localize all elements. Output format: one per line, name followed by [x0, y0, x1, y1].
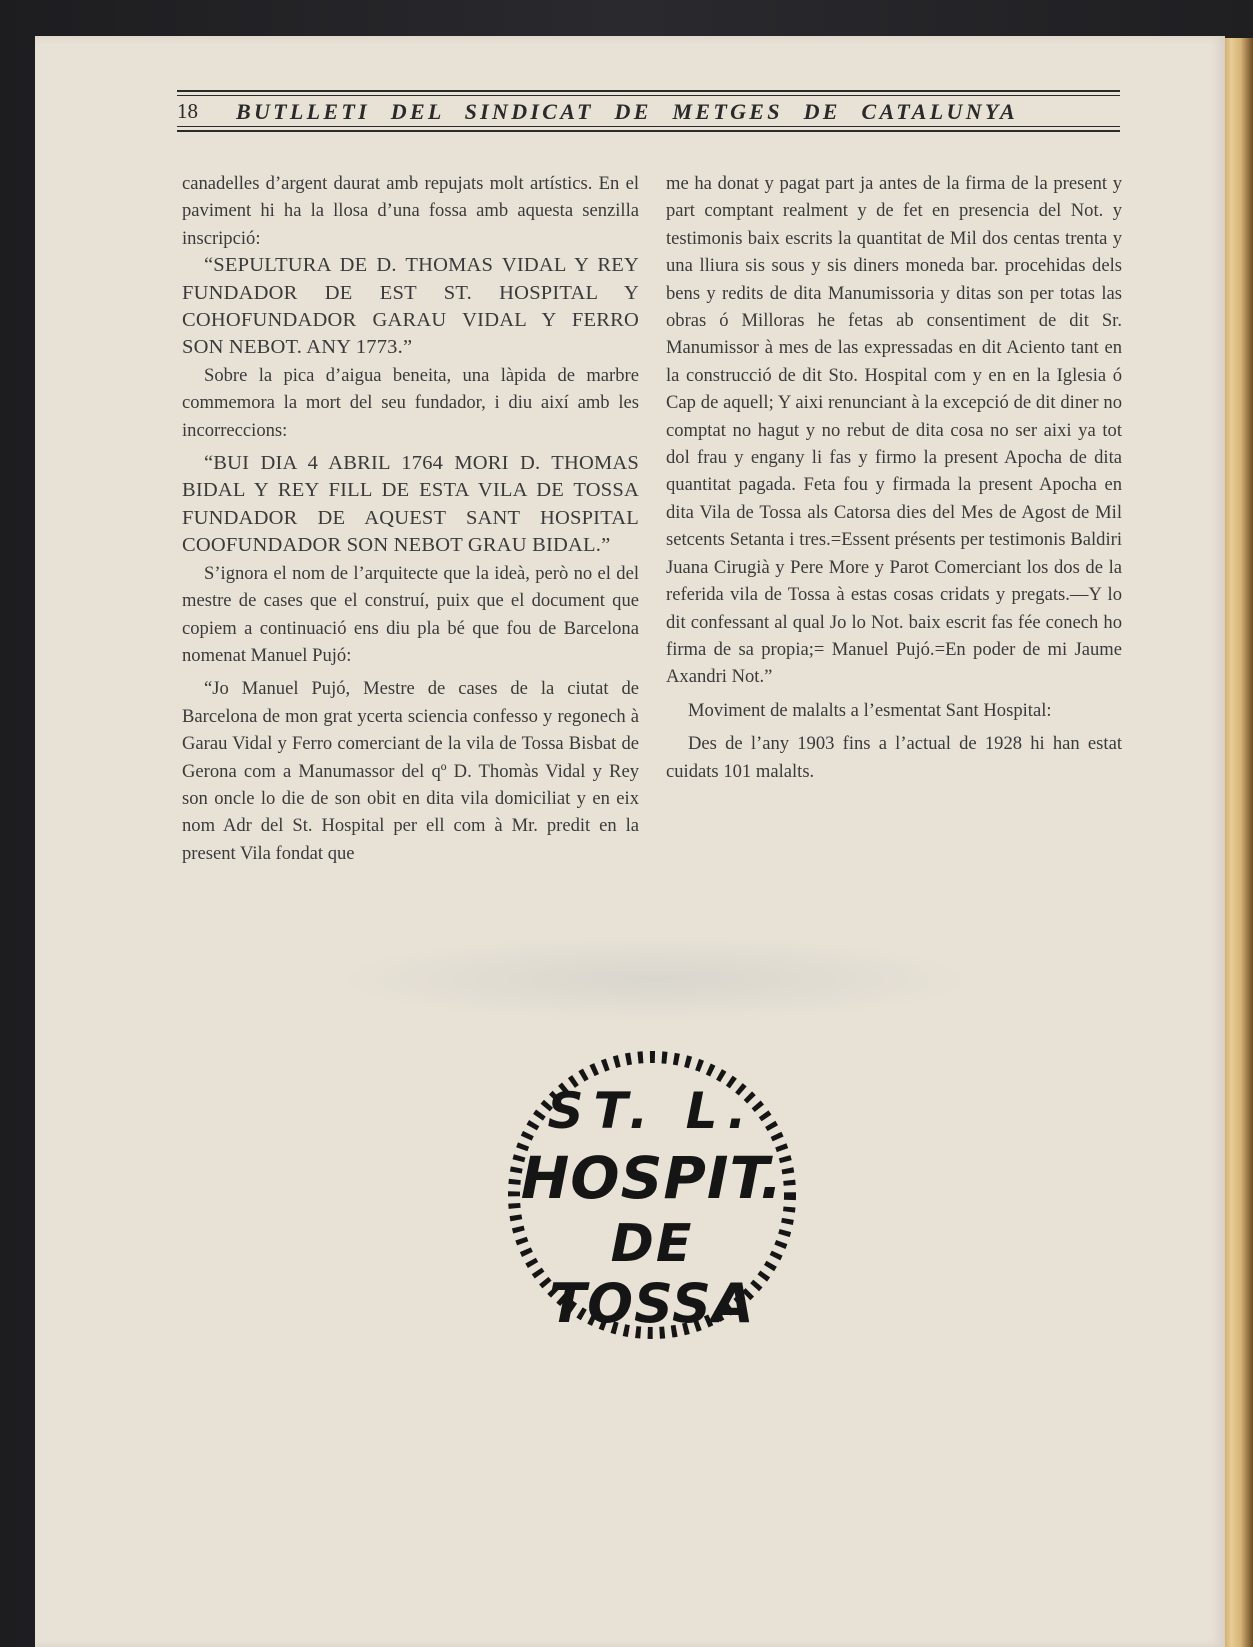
book-page-edge	[1222, 38, 1253, 1647]
journal-title: BUTLLETI DEL SINDICAT DE METGES DE CATALUNYA	[236, 99, 1018, 124]
hospital-seal-stamp	[497, 1040, 807, 1350]
document-quote-continued: me ha donat y pagat part ja antes de la firma de la present y part comptant realment y de fet en presencia del Not. y testimonis baix escrits la quantitat de Mil dos centas trenta y una lliura sis sous y sis diners moneda bar. procehidas dels bens y redits de dita Manumissoria y ditas son per totas las obras ó Milloras he fetas ab consentiment de dit Sr. Manumissor à mes de las expressadas en dit Aciento tant en la construcció de dit Sto. Hospital com y en en la Iglesia ó Cap de aquell; Y aixi renunciant à la excepció de dit diner no comptat no hagut y no rebut de dita cosa no ser aixi ya tot dol frau y engany li fas y firmo la present Apocha de dita quantitat pagada. Feta fou y firmada la present Apocha en dita Vila de Tossa als Catorsa dies del Mes de Agost de Mil setcents Setanta i tres.=Essent présents per testimonis Baldiri Juana Cirugià y Pere More y Parot Comerciant los dos de la referida vila de Tossa à estas cosas cridats y pregats.—Y lo dit confessant al qual Jo lo Not. baix escrit fas fée conech ho firma de sa propia;= Manuel Pujó.=En poder de mi Jaume Axandri Not.”	[666, 173, 1122, 688]
paragraph: canadelles d’argent daurat amb repujats molt artístics. En el paviment hi ha la llosa d’una fossa amb aquesta senzilla inscripció:	[182, 173, 639, 249]
header-rule-bottom-thin	[177, 126, 1120, 127]
header-rule-top-thin	[177, 95, 1120, 96]
paragraph: Sobre la pica d’aigua beneita, una làpida de marbre commemora la mort del seu fundador, i diu així amb les incorreccions:	[182, 364, 639, 441]
document-quote: “Jo Manuel Pujó, Mestre de cases de la ciutat de Barcelona de mon grat ycerta sciencia confesso y regonech à Garau Vidal y Ferro comerciant de la vila de Tossa Bisbat de Gerona com a Manumassor del qº D. Thomàs Vidal y Rey son oncle lo die de son obit en dita vila domiciliat y en eix nom Adr del St. Hospital per ell com à Mr. predit en la present Vila fondat que	[182, 678, 639, 864]
header-rule-bottom	[177, 130, 1120, 132]
page-number: 18	[177, 99, 198, 123]
show-through-shadow	[320, 934, 990, 1024]
seal-line-tossa: TOSSA	[549, 1272, 755, 1335]
inscription-sepultura: “SEPULTURA DE D. THOMAS VIDAL Y REY FUNDADOR DE EST ST. HOSPITAL Y COHOFUNDADOR GARAU VIDAL Y FERRO SON NEBOT. ANY 1773.”	[182, 254, 639, 359]
paragraph: S’ignora el nom de l’arquitecte que la ideà, però no el del mestre de cases que el construí, puix que el document que copiem a continuació ens diu pla bé que fou de Barcelona nomenat Manuel Pujó:	[182, 562, 639, 666]
running-header	[177, 90, 1120, 132]
paragraph: Des de l’any 1903 fins a l’actual de 1928 hi han estat cuidats 101 malalts.	[666, 733, 1122, 782]
left-column	[182, 170, 639, 867]
seal-line-st-l: ST. L.	[547, 1082, 757, 1140]
inscription-lapida: “BUI DIA 4 ABRIL 1764 MORI D. THOMAS BIDAL Y REY FILL DE ESTA VILA DE TOSSA FUNDADOR DE AQUEST SANT HOSPITAL COOFUNDADOR SON NEBOT GRAU BIDAL.”	[182, 452, 639, 557]
seal-line-de: DE	[610, 1214, 694, 1274]
seal-line-hospit: HOSPIT.	[520, 1144, 784, 1212]
paragraph: Moviment de malalts a l’esmentat Sant Hospital:	[688, 699, 1052, 721]
header-rule-top	[177, 90, 1120, 92]
right-column	[666, 170, 1122, 785]
